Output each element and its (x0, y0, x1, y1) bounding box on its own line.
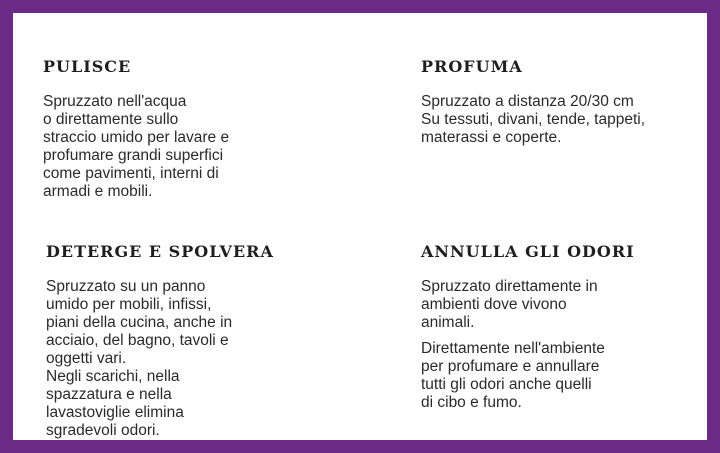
section-title: DETERGE E SPOLVERA (46, 242, 274, 261)
section-text: Spruzzato a distanza 20/30 cm Su tessuti, divani, tende, tappeti, materassi e coperte. (421, 93, 646, 146)
section-title: PROFUMA (421, 57, 523, 76)
section-pulisce (43, 57, 363, 201)
section-title: PULISCE (43, 57, 132, 76)
section-text: Direttamente nell'ambiente per profumare e annullare tutti gli odori anche quelli di cibo e fumo. (421, 340, 605, 411)
section-text: Spruzzato su un panno umido per mobili, infissi, piani della cucina, anche in acciaio, del bagno, tavoli e oggetti vari. Negli scarichi, nella spazzatura e nella lavastoviglie elimina sgradevoli odori. (46, 278, 233, 439)
section-profuma (421, 57, 720, 147)
section-text: Spruzzato nell'acqua o direttamente sullo straccio umido per lavare e profumare grandi superfici come pavimenti, interni di armadi e mobili. (43, 93, 230, 200)
section-text: Spruzzato direttamente in ambienti dove vivono animali. (421, 278, 598, 331)
section-deterge-e-spolvera (46, 242, 366, 440)
section-title: ANNULLA GLI ODORI (421, 242, 635, 261)
section-annulla-gli-odori (421, 242, 720, 412)
